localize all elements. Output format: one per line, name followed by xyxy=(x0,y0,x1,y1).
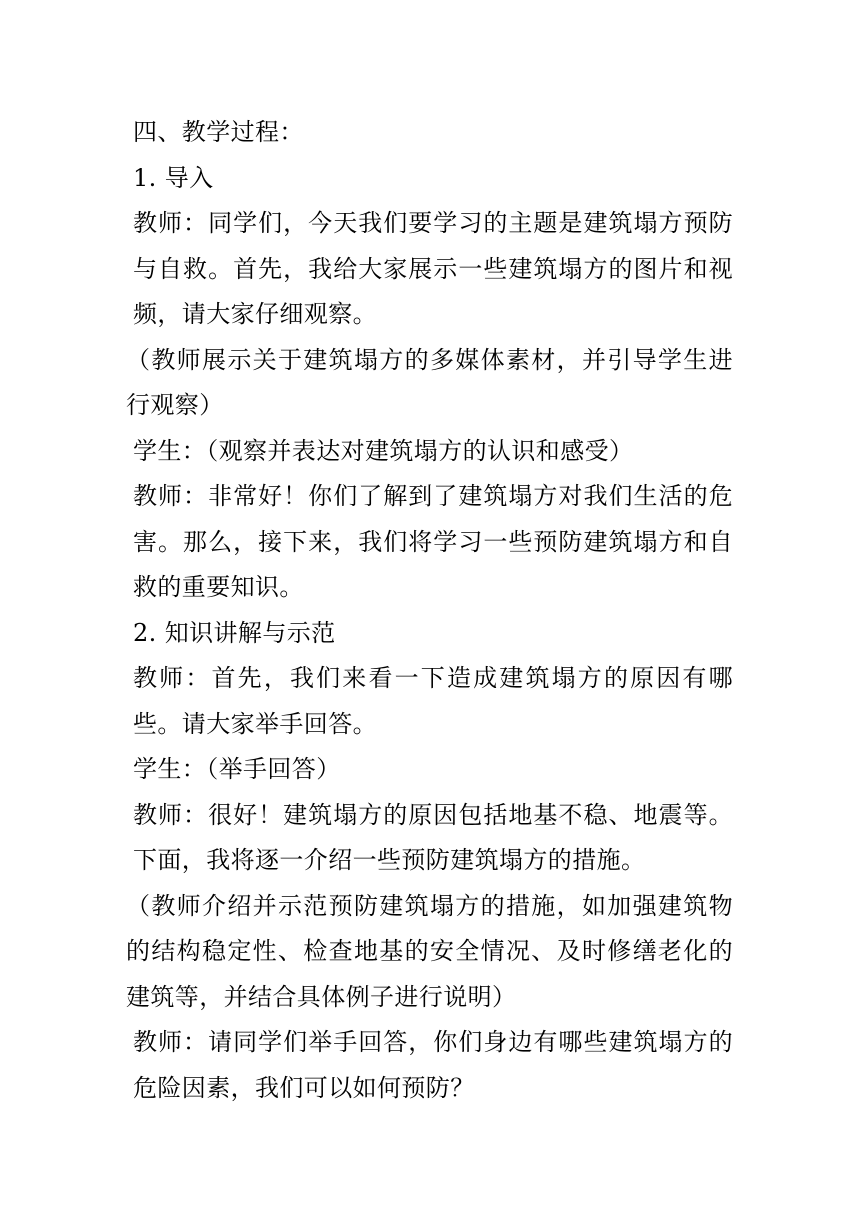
document-body xyxy=(126,110,733,1111)
teacher-line: 教师：首先，我们来看一下造成建筑塌方的原因有哪些。请大家举手回答。 xyxy=(133,664,733,738)
student-line: 学生：（观察并表达对建筑塌方的认识和感受） xyxy=(133,436,634,465)
teacher-line: 教师：很好！建筑塌方的原因包括地基不稳、地震等。下面，我将逐一介绍一些预防建筑塌方的措施。 xyxy=(133,800,733,874)
subsection-heading-intro: 1. 导入 xyxy=(133,163,214,192)
student-line: 学生：（举手回答） xyxy=(133,755,341,783)
teacher-line: 教师：同学们，今天我们要学习的主题是建筑塌方预防与自救。首先，我给大家展示一些建筑塌方的图片和视频，请大家仔细观察。 xyxy=(133,209,733,328)
stage-direction: （教师展示关于建筑塌方的多媒体素材，并引导学生进行观察） xyxy=(126,345,733,419)
teacher-line: 教师：请同学们举手回答，你们身边有哪些建筑塌方的危险因素，我们可以如何预防？ xyxy=(133,1028,733,1102)
teacher-line: 教师：非常好！你们了解到了建筑塌方对我们生活的危害。那么，接下来，我们将学习一些预防建筑塌方和自救的重要知识。 xyxy=(133,482,733,601)
stage-direction: （教师介绍并示范预防建筑塌方的措施，如加强建筑物的结构稳定性、检查地基的安全情况、及时修缮老化的建筑等，并结合具体例子进行说明） xyxy=(126,891,733,1011)
section-heading: 四、教学过程： xyxy=(133,118,304,146)
subsection-heading-explanation: 2. 知识讲解与示范 xyxy=(133,618,336,647)
